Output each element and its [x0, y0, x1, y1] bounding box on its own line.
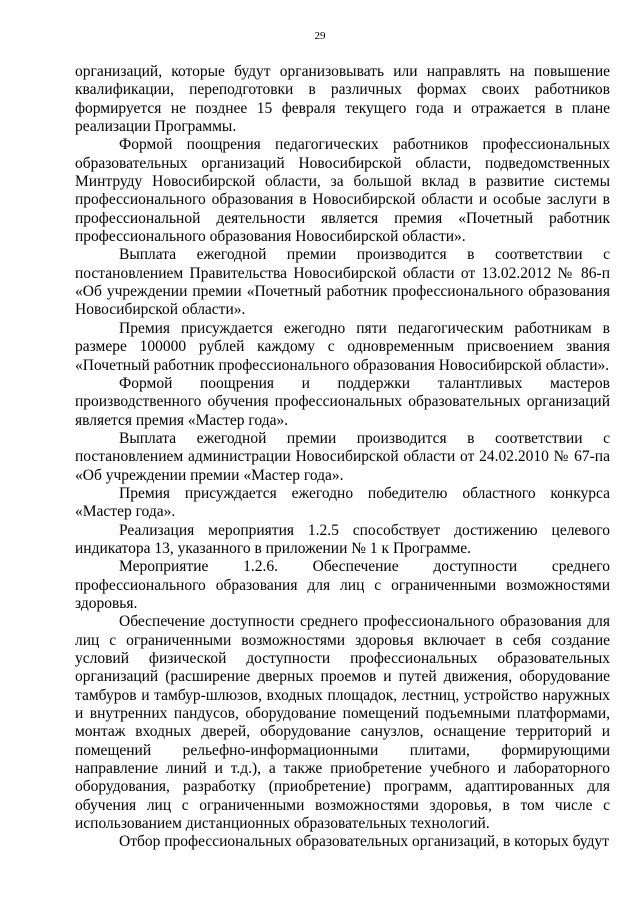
paragraph-master-award-form: Формой поощрения и поддержки талантливых мастеров производственного обучения профессиональных образовательных организаций является премия «Мастер года». [75, 374, 610, 429]
paragraph-award-form: Формой поощрения педагогических работников профессиональных образовательных организаций Новосибирской области, подведомственных Минтруду Новосибирской области, за большой вклад в развитие системы профессионального образования в Новосибирской области и особые заслуги в профессиональной деятельности является премия «Почетный работник профессионального образования Новосибирской области». [75, 136, 610, 246]
paragraph-selection: Отбор профессиональных образовательных организаций, в которых будут [119, 833, 610, 851]
paragraph-award-payment: Выплата ежегодной премии производится в соответствии с постановлением Правительства Новосибирской области от 13.02.2012 № 86-п «Об учреждении премии «Почетный работник профессионального образования Новосибирской области». [75, 246, 610, 319]
page-number: 29 [314, 30, 326, 42]
paragraph-measure-1-2-6-heading: Мероприятие 1.2.6. Обеспечение доступности среднего профессионального образования для лиц с ограниченными возможностями здоровья. [75, 558, 610, 612]
paragraph-accessibility: Обеспечение доступности среднего профессионального образования для лиц с ограниченными возможностями здоровья включает в себя создание условий физической доступности профессиональных образовательных организаций (расширение дверных проемов и путей движения, оборудование тамбуров и тамбур-шлюзов, входных площадок, лестниц, устройство наружных и внутренних пандусов, оборудование помещений подъемными платформами, монтаж входных дверей, оборудование санузлов, оснащение территорий и помещений рельефно-информационными плитами, формирующими направление линий и т.д.), а также приобретение учебного и лабораторного оборудования, разработку (приобретение) программ, адаптированных для обучения лиц с ограниченными возможностями здоровья, в том числе с использованием дистанционных образовательных технологий. [75, 613, 610, 833]
page-body [75, 63, 610, 852]
paragraph-measure-1-2-5: Реализация мероприятия 1.2.5 способствует достижению целевого индикатора 13, указанного в приложении № 1 к Программе. [75, 521, 610, 557]
paragraph-master-award-payment: Выплата ежегодной премии производится в соответствии с постановлением администрации Новосибирской области от 24.02.2010 № 67-па «Об учреждении премии «Мастер года». [75, 429, 610, 484]
paragraph-master-award-recipient: Премия присуждается ежегодно победителю областного конкурса «Мастер года». [75, 484, 610, 521]
paragraph-award-recipients: Премия присуждается ежегодно пяти педагогическим работникам в размере 100000 рублей каждому с одновременным присвоением звания «Почетный работник профессионального образования Новосибирской области». [75, 319, 610, 374]
paragraph-continuation: организаций, которые будут организовывать или направлять на повышение квалификации, переподготовки в различных формах своих работников формируется не позднее 15 февраля текущего года и отражается в плане реализации Программы. [75, 63, 610, 136]
